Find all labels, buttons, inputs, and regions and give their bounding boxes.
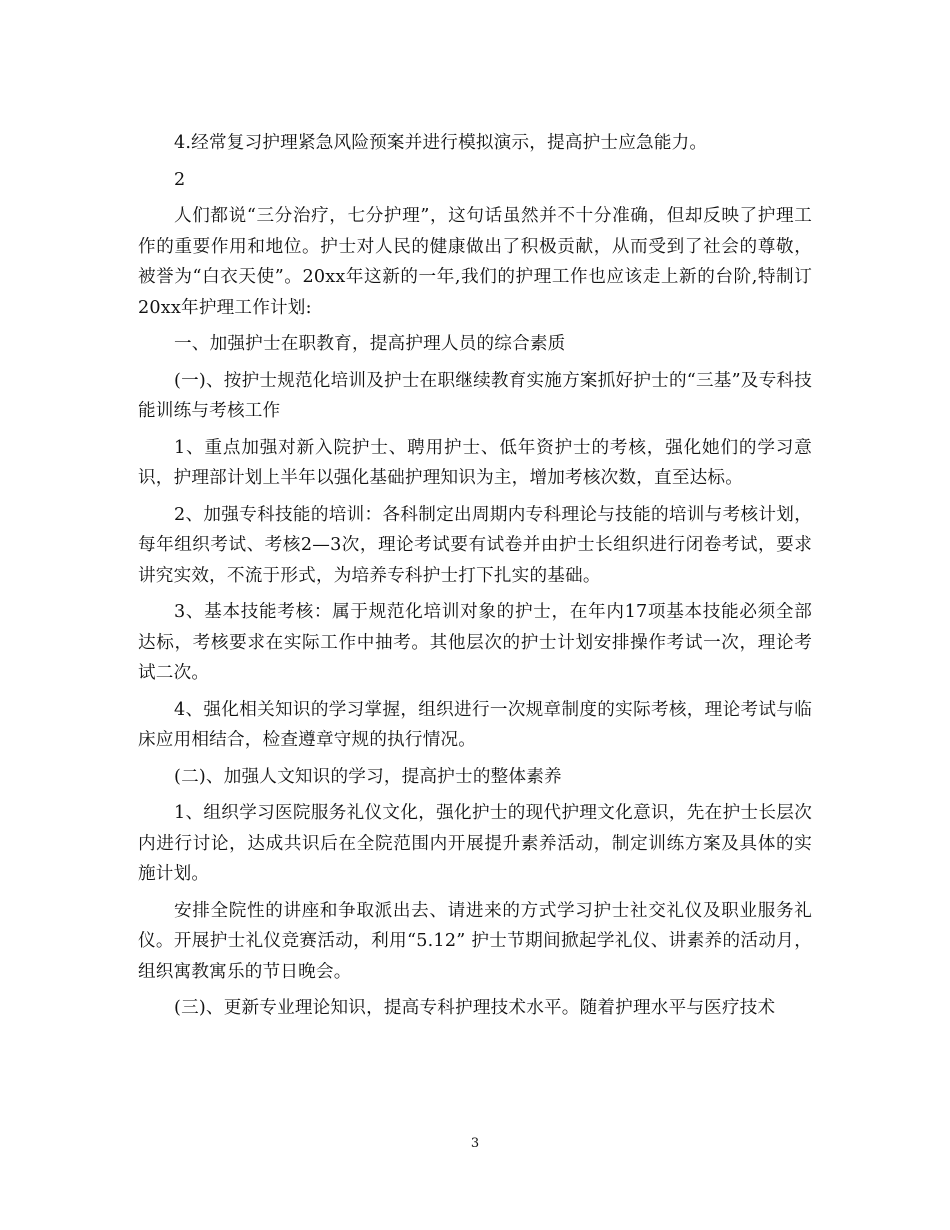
paragraph-introduction: 人们都说“三分治疗，七分护理”，这句话虽然并不十分准确，但却反映了护理工作的重要作用和地位。护士对人民的健康做出了积极贡献，从而受到了社会的尊敬，被誉为“白衣天使”。20xx年这新的一年,我们的护理工作也应该走上新的台阶,特制订20xx年护理工作计划: (138, 206, 812, 318)
heading-in-service-education: 一、加强护士在职教育，提高护理人员的综合素质 (174, 334, 566, 354)
section-number: 2 (174, 169, 186, 190)
subheading-humanities: (二)、加强人文知识的学习，提高护士的整体素养 (174, 766, 562, 787)
paragraph-emergency-drill: 4.经常复习护理紧急风险预案并进行模拟演示，提高护士应急能力。 (174, 133, 708, 153)
paragraph-knowledge-mastery: 4、强化相关知识的学习掌握，组织进行一次规章制度的实际考核，理论考试与临床应用相结合，检查遵章守规的执行情况。 (138, 699, 812, 750)
paragraph-basic-skills: 3、基本技能考核：属于规范化培训对象的护士，在年内17项基本技能必须全部达标，考核要求在实际工作中抽考。其他层次的护士计划安排操作考试一次，理论考试二次。 (138, 602, 812, 683)
paragraph-specialty-training: 2、加强专科技能的培训：各科制定出周期内专科理论与技能的培训与考核计划，每年组织考试、考核2—3次，理论考试要有试卷并由护士长组织进行闭卷考试，要求讲究实效，不流于形式，为培养专科护士打下扎实的基础。 (138, 504, 812, 586)
subheading-standardized-training: (一)、按护士规范化培训及护士在职继续教育实施方案抓好护士的“三基”及专科技能训练与考核工作 (138, 370, 812, 421)
document-body (138, 128, 812, 1030)
subheading-professional-theory: (三)、更新专业理论知识，提高专科护理技术水平。随着护理水平与医疗技术 (174, 998, 776, 1018)
page-number: 3 (470, 1136, 480, 1151)
paragraph-new-nurse-assessment: 1、重点加强对新入院护士、聘用护士、低年资护士的考核，强化她们的学习意识，护理部计划上半年以强化基础护理知识为主，增加考核次数，直至达标。 (138, 437, 812, 488)
paragraph-etiquette-activities: 安排全院性的讲座和争取派出去、请进来的方式学习护士社交礼仪及职业服务礼仪。开展护士礼仪竞赛活动，利用“5.12” 护士节期间掀起学礼仪、讲素养的活动月，组织寓教寓乐的节日晚会。 (138, 900, 812, 982)
paragraph-service-etiquette: 1、组织学习医院服务礼仪文化，强化护士的现代护理文化意识，先在护士长层次内进行讨论，达成共识后在全院范围内开展提升素养活动，制定训练方案及具体的实施计划。 (138, 803, 812, 884)
